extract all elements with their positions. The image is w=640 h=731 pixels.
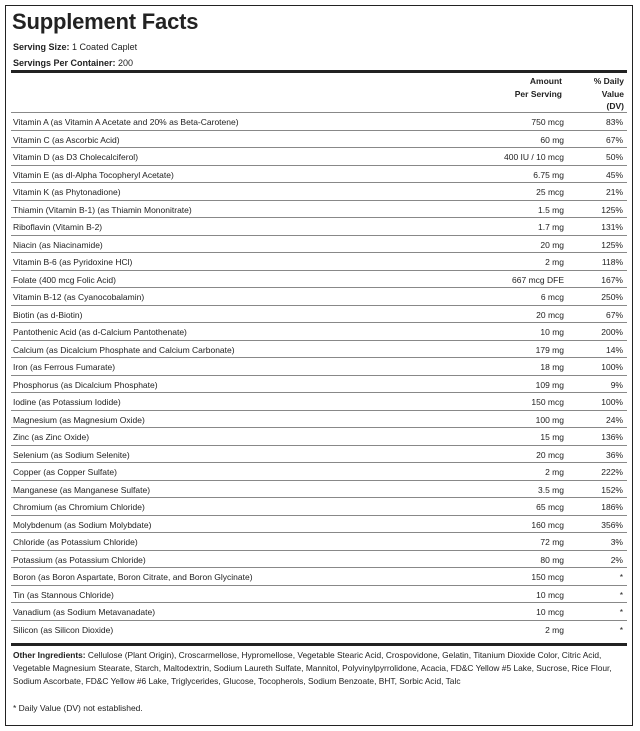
bottom-thick-divider (11, 643, 627, 646)
nutrient-row (11, 217, 627, 235)
nutrient-daily-value: 67% (605, 134, 623, 145)
nutrient-daily-value: 356% (601, 519, 623, 530)
nutrient-row (11, 235, 627, 253)
nutrient-row (11, 130, 627, 148)
other-ingredients-label: Other Ingredients: (13, 650, 86, 660)
nutrient-row (11, 340, 627, 358)
nutrient-name: Vitamin E (as dl-Alpha Tocopheryl Acetate) (13, 169, 174, 180)
nutrient-daily-value: 36% (605, 449, 623, 460)
nutrient-row (11, 462, 627, 480)
nutrient-row (11, 270, 627, 288)
nutrient-name: Pantothenic Acid (as d-Calcium Pantothenate) (13, 327, 187, 337)
nutrient-name: Copper (as Copper Sulfate) (13, 467, 117, 477)
nutrient-name: Phosphorus (as Dicalcium Phosphate) (13, 379, 158, 390)
nutrient-daily-value: 125% (601, 239, 623, 250)
nutrient-row (11, 165, 627, 183)
supplement-facts-panel (5, 5, 633, 726)
nutrient-row (11, 147, 627, 165)
top-thick-divider (11, 70, 627, 73)
nutrient-amount: 25 mcg (536, 187, 564, 197)
nutrient-amount: 10 mcg (536, 589, 564, 600)
other-ingredients (13, 649, 625, 687)
nutrient-row (11, 252, 627, 270)
nutrient-name: Vitamin D (as D3 Cholecalciferol) (13, 152, 139, 162)
nutrient-amount: 72 mg (540, 537, 564, 547)
nutrient-row (11, 200, 627, 218)
nutrient-amount: 400 IU / 10 mcg (503, 152, 564, 162)
nutrient-name: Vitamin B-12 (as Cyanocobalamin) (13, 292, 145, 302)
nutrient-row (11, 287, 627, 305)
nutrient-amount: 6.75 mg (533, 169, 564, 180)
nutrient-row (11, 480, 627, 498)
nutrient-amount: 20 mcg (536, 449, 564, 460)
nutrient-amount: 109 mg (535, 379, 564, 390)
nutrient-daily-value: 118% (601, 257, 623, 267)
other-ingredients-text: Cellulose (Plant Origin), Croscarmellose, Hypromellose, Vegetable Stearic Acid, Crospovidone, Gelatin, Titanium Dioxide Color, Citric Acid, Vegetable Magnesium Stearate, Starch, Maltodextrin, Sodium Laureth Sulfate, Mannitol, Polyvinylpyrrolidone, Acacia, FD&C Yellow #5 Lake, Sucrose, Rice Flour, Sodium Ascorbate, FD&C Yellow #6 Lake, Triglycerides, Glucose, Tocopherols, Sodium Benzoate, BHT, Sorbic Acid, Talc (13, 650, 612, 686)
nutrient-row (11, 532, 627, 550)
nutrient-daily-value: * (619, 607, 623, 617)
nutrient-row (11, 305, 627, 323)
nutrient-name: Riboflavin (Vitamin B-2) (13, 222, 103, 232)
nutrient-amount: 18 mg (540, 362, 564, 372)
servings-per-container (13, 58, 133, 68)
nutrient-row (11, 550, 627, 568)
nutrient-row (11, 585, 627, 603)
nutrient-row (11, 375, 627, 393)
nutrient-row (11, 427, 627, 445)
nutrient-amount: 60 mg (540, 134, 564, 145)
nutrient-amount: 150 mcg (531, 572, 564, 582)
nutrient-row (11, 112, 627, 130)
nutrient-row (11, 602, 627, 620)
nutrient-name: Tin (as Stannous Chloride) (13, 589, 114, 600)
nutrient-daily-value: 3% (610, 537, 623, 547)
nutrient-name: Manganese (as Manganese Sulfate) (13, 484, 151, 495)
servings-per-container-value: 200 (118, 58, 134, 68)
nutrient-daily-value: 83% (605, 117, 623, 127)
nutrient-name: Vitamin C (as Ascorbic Acid) (13, 134, 120, 145)
nutrient-amount: 2 mg (545, 624, 564, 635)
amount-per-serving-header: Amount Per Serving (514, 76, 562, 99)
nutrient-name: Magnesium (as Magnesium Oxide) (13, 414, 145, 425)
nutrient-row (11, 392, 627, 410)
nutrient-amount: 3.5 mg (538, 484, 564, 495)
nutrient-row (11, 357, 627, 375)
nutrient-table (11, 112, 627, 637)
nutrient-amount: 160 mcg (531, 519, 564, 530)
nutrient-daily-value: 131% (601, 222, 623, 232)
nutrient-name: Vitamin B-6 (as Pyridoxine HCl) (13, 257, 133, 267)
nutrient-name: Chloride (as Potassium Chloride) (13, 537, 138, 547)
nutrient-name: Niacin (as Niacinamide) (13, 239, 103, 250)
nutrient-name: Folate (400 mcg Folic Acid) (13, 274, 116, 285)
nutrient-name: Calcium (as Dicalcium Phosphate and Calcium Carbonate) (13, 344, 235, 355)
nutrient-amount: 1.7 mg (538, 222, 564, 232)
nutrient-daily-value: 67% (605, 309, 623, 320)
nutrient-name: Vitamin K (as Phytonadione) (13, 187, 121, 197)
nutrient-row (11, 410, 627, 428)
nutrient-amount: 65 mcg (536, 502, 564, 512)
nutrient-name: Silicon (as Silicon Dioxide) (13, 624, 114, 635)
nutrient-daily-value: 100% (601, 397, 623, 407)
nutrient-name: Biotin (as d-Biotin) (13, 309, 83, 320)
nutrient-daily-value: 186% (601, 502, 623, 512)
nutrient-daily-value: 250% (601, 292, 623, 302)
nutrient-row (11, 515, 627, 533)
nutrient-daily-value: 167% (601, 274, 623, 285)
nutrient-amount: 15 mg (540, 432, 564, 442)
panel-title: Supplement Facts (12, 9, 199, 34)
nutrient-row (11, 497, 627, 515)
nutrient-row (11, 182, 627, 200)
nutrient-name: Iron (as Ferrous Fumarate) (13, 362, 116, 372)
daily-value-header: % Daily Value (DV) (593, 76, 624, 111)
nutrient-daily-value: 9% (610, 379, 623, 390)
serving-size (13, 42, 137, 52)
nutrient-name: Iodine (as Potassium Iodide) (13, 397, 121, 407)
nutrient-daily-value: 152% (601, 484, 623, 495)
nutrient-amount: 6 mcg (540, 292, 564, 302)
nutrient-name: Boron (as Boron Aspartate, Boron Citrate, and Boron Glycinate) (13, 572, 253, 582)
nutrient-amount: 2 mg (545, 467, 564, 477)
nutrient-amount: 10 mg (540, 327, 564, 337)
nutrient-daily-value: 100% (601, 362, 623, 372)
nutrient-name: Zinc (as Zinc Oxide) (13, 432, 90, 442)
nutrient-daily-value: 24% (605, 414, 623, 425)
nutrient-amount: 667 mcg DFE (512, 274, 564, 285)
nutrient-name: Selenium (as Sodium Selenite) (13, 449, 130, 460)
nutrient-amount: 80 mg (540, 554, 564, 565)
nutrient-amount: 179 mg (535, 344, 564, 355)
nutrient-daily-value: 50% (605, 152, 623, 162)
nutrient-amount: 150 mcg (531, 397, 564, 407)
nutrient-daily-value: * (619, 624, 623, 635)
nutrient-amount: 10 mcg (536, 607, 564, 617)
nutrient-daily-value: 136% (601, 432, 623, 442)
nutrient-daily-value: 2% (610, 554, 623, 565)
nutrient-name: Vanadium (as Sodium Metavanadate) (13, 607, 156, 617)
nutrient-daily-value: 14% (605, 344, 623, 355)
nutrient-amount: 1.5 mg (538, 204, 564, 215)
serving-size-value: 1 Coated Caplet (72, 42, 138, 52)
nutrient-daily-value: * (619, 572, 623, 582)
serving-size-label: Serving Size: (13, 42, 70, 52)
servings-per-container-label: Servings Per Container: (13, 58, 116, 68)
nutrient-name: Chromium (as Chromium Chloride) (13, 502, 145, 512)
nutrient-amount: 2 mg (545, 257, 564, 267)
nutrient-row (11, 620, 627, 638)
nutrient-daily-value: 45% (605, 169, 623, 180)
nutrient-daily-value: 125% (601, 204, 623, 215)
nutrient-daily-value: 200% (601, 327, 623, 337)
nutrient-amount: 20 mcg (536, 309, 564, 320)
nutrient-name: Thiamin (Vitamin B-1) (as Thiamin Mononitrate) (13, 204, 192, 215)
nutrient-amount: 100 mg (535, 414, 564, 425)
nutrient-row (11, 445, 627, 463)
nutrient-daily-value: 21% (605, 187, 623, 197)
nutrient-name: Potassium (as Potassium Chloride) (13, 554, 146, 565)
daily-value-footnote: * Daily Value (DV) not established. (13, 703, 143, 713)
nutrient-row (11, 322, 627, 340)
nutrient-amount: 20 mg (540, 239, 564, 250)
nutrient-daily-value: * (619, 589, 623, 600)
nutrient-amount: 750 mcg (531, 117, 564, 127)
nutrient-name: Molybdenum (as Sodium Molybdate) (13, 519, 152, 530)
nutrient-daily-value: 222% (601, 467, 623, 477)
nutrient-row (11, 567, 627, 585)
nutrient-name: Vitamin A (as Vitamin A Acetate and 20% as Beta-Carotene) (13, 117, 239, 127)
